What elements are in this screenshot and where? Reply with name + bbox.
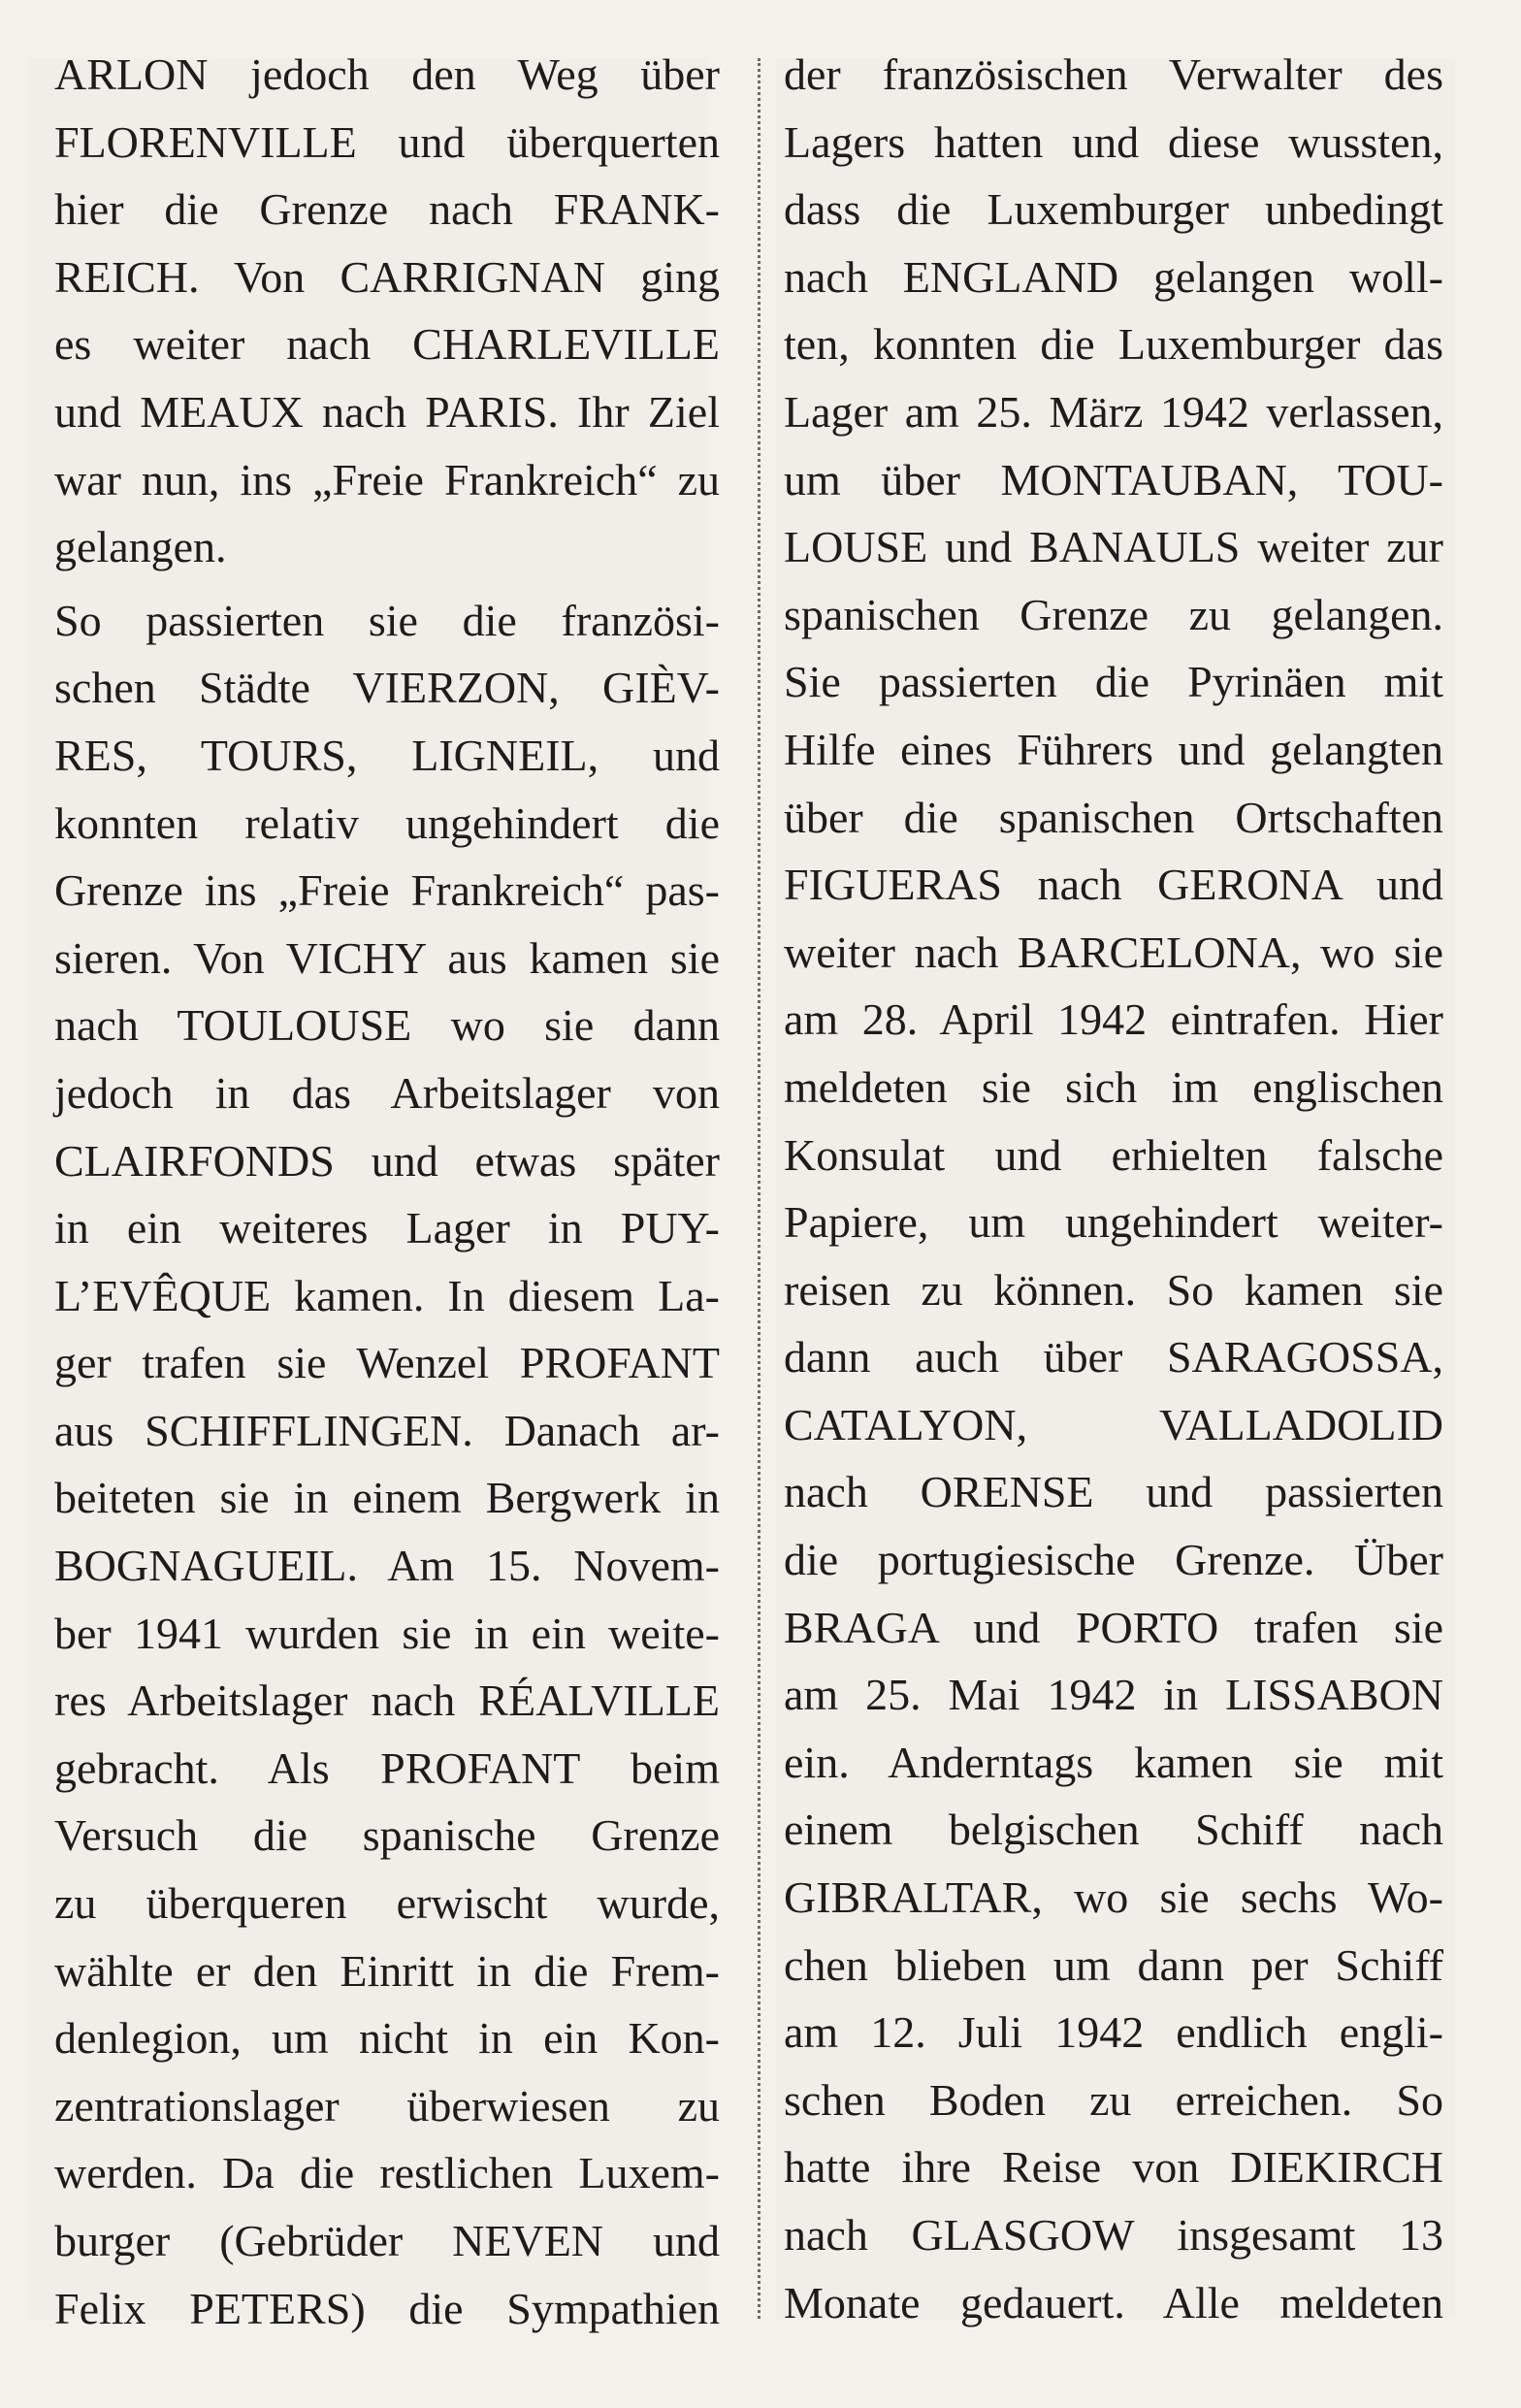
text-line: dass die Luxemburger unbedingt: [784, 184, 1443, 235]
text-line: um über MONTAUBAN, TOU-: [784, 454, 1443, 504]
text-line: chen blieben um dann per Schiff: [784, 1939, 1443, 1990]
text-line: res Arbeitslager nach RÉALVILLE: [54, 1676, 720, 1726]
text-line: in ein weiteres Lager in PUY-: [54, 1203, 720, 1253]
text-line: ein. Anderntags kamen sie mit: [784, 1737, 1443, 1787]
text-line: zentrationslager überwiesen zu: [54, 2080, 720, 2131]
text-line: REICH. Von CARRIGNAN ging: [54, 251, 720, 302]
text-line: CLAIRFONDS und etwas später: [54, 1135, 720, 1186]
text-line: am 28. April 1942 eintrafen. Hier: [784, 994, 1443, 1045]
text-line: Felix PETERS) die Sympathien: [54, 2283, 720, 2333]
text-line: es weiter nach CHARLEVILLE: [54, 319, 720, 370]
text-line: hier die Grenze nach FRANK-: [54, 184, 720, 235]
text-line: nach GLASGOW insgesamt 13: [784, 2210, 1443, 2260]
text-line: reisen zu können. So kamen sie: [784, 1264, 1443, 1315]
text-line: jedoch in das Arbeitslager von: [54, 1067, 720, 1118]
column-divider: [758, 58, 760, 2319]
text-line: RES, TOURS, LIGNEIL, und: [54, 730, 720, 780]
text-line: ger trafen sie Wenzel PROFANT: [54, 1338, 720, 1388]
text-line: ten, konnten die Luxemburger das: [784, 319, 1443, 370]
text-line: Lager am 25. März 1942 verlassen,: [784, 386, 1443, 437]
text-line: burger (Gebrüder NEVEN und: [54, 2216, 720, 2265]
text-line: FLORENVILLE und überquerten: [54, 116, 720, 167]
text-line: sieren. Von VICHY aus kamen sie: [54, 932, 720, 983]
text-line: BOGNAGUEIL. Am 15. Novem-: [54, 1541, 720, 1591]
text-line: die portugiesische Grenze. Über: [784, 1535, 1443, 1585]
text-line: Grenze ins „Freie Frankreich“ pas-: [54, 865, 720, 916]
paragraph: [54, 41, 720, 581]
text-line: CATALYON, VALLADOLID: [784, 1399, 1443, 1449]
text-line: denlegion, um nicht in ein Kon-: [54, 2013, 720, 2064]
text-line: hatte ihre Reise von DIEKIRCH: [784, 2142, 1443, 2193]
text-line: nach TOULOUSE wo sie dann: [54, 1000, 720, 1051]
text-line: ARLON jedoch den Weg über: [54, 49, 720, 99]
right-column: [784, 41, 1443, 2336]
text-line: wählte er den Einritt in die Frem-: [54, 1945, 720, 1996]
text-line: zu überqueren erwischt wurde,: [54, 1878, 720, 1929]
text-line: LOUSE und BANAULS weiter zur: [784, 522, 1443, 572]
text-line: gebracht. Als PROFANT beim: [54, 1742, 720, 1793]
text-line: schen Boden zu erreichen. So: [784, 2074, 1443, 2125]
text-line: So passierten sie die französi-: [54, 595, 720, 645]
text-line: am 25. Mai 1942 in LISSABON: [784, 1670, 1443, 1720]
text-line: schen Städte VIERZON, GIÈV-: [54, 663, 720, 713]
text-line: Papiere, um ungehindert weiter-: [784, 1197, 1443, 1248]
text-line: werden. Da die restlichen Luxem-: [54, 2148, 720, 2198]
text-line: nach ENGLAND gelangen woll-: [784, 251, 1443, 302]
text-line: über die spanischen Ortschaften: [784, 792, 1443, 842]
text-line: BRAGA und PORTO trafen sie: [784, 1602, 1443, 1652]
text-line: der französischen Verwalter des: [784, 49, 1443, 99]
text-line: weiter nach BARCELONA, wo sie: [784, 927, 1443, 977]
text-line: Lagers hatten und diese wussten,: [784, 116, 1443, 167]
text-line: ber 1941 wurden sie in ein weite-: [54, 1608, 720, 1658]
left-column: [54, 41, 720, 2342]
text-line: am 12. Juli 1942 endlich engli-: [784, 2007, 1443, 2058]
text-line: gelangen.: [54, 522, 227, 572]
text-line: dann auch über SARAGOSSA,: [784, 1332, 1443, 1383]
text-line: einem belgischen Schiff nach: [784, 1805, 1443, 1855]
text-line: spanischen Grenze zu gelangen.: [784, 589, 1443, 639]
text-line: Sie passierten die Pyrinäen mit: [784, 657, 1443, 707]
paragraph: [54, 587, 720, 2342]
text-line: aus SCHIFFLINGEN. Danach ar-: [54, 1405, 720, 1455]
text-line: Hilfe eines Führers und gelangten: [784, 724, 1443, 774]
text-line: L’EVÊQUE kamen. In diesem La-: [54, 1270, 720, 1320]
text-line: Monate gedauert. Alle meldeten: [784, 2277, 1443, 2327]
text-line: Versuch die spanische Grenze: [54, 1810, 720, 1861]
text-line: beiteten sie in einem Bergwerk in: [54, 1473, 720, 1523]
text-line: GIBRALTAR, wo sie sechs Wo-: [784, 1872, 1443, 1923]
text-line: war nun, ins „Freie Frankreich“ zu: [54, 454, 720, 504]
text-line: konnten relativ ungehindert die: [54, 797, 720, 848]
text-line: Konsulat und erhielten falsche: [784, 1129, 1443, 1180]
text-line: und MEAUX nach PARIS. Ihr Ziel: [54, 386, 720, 437]
text-line: nach ORENSE und passierten: [784, 1467, 1443, 1517]
text-line: FIGUERAS nach GERONA und: [784, 860, 1443, 910]
text-line: meldeten sie sich im englischen: [784, 1061, 1443, 1112]
